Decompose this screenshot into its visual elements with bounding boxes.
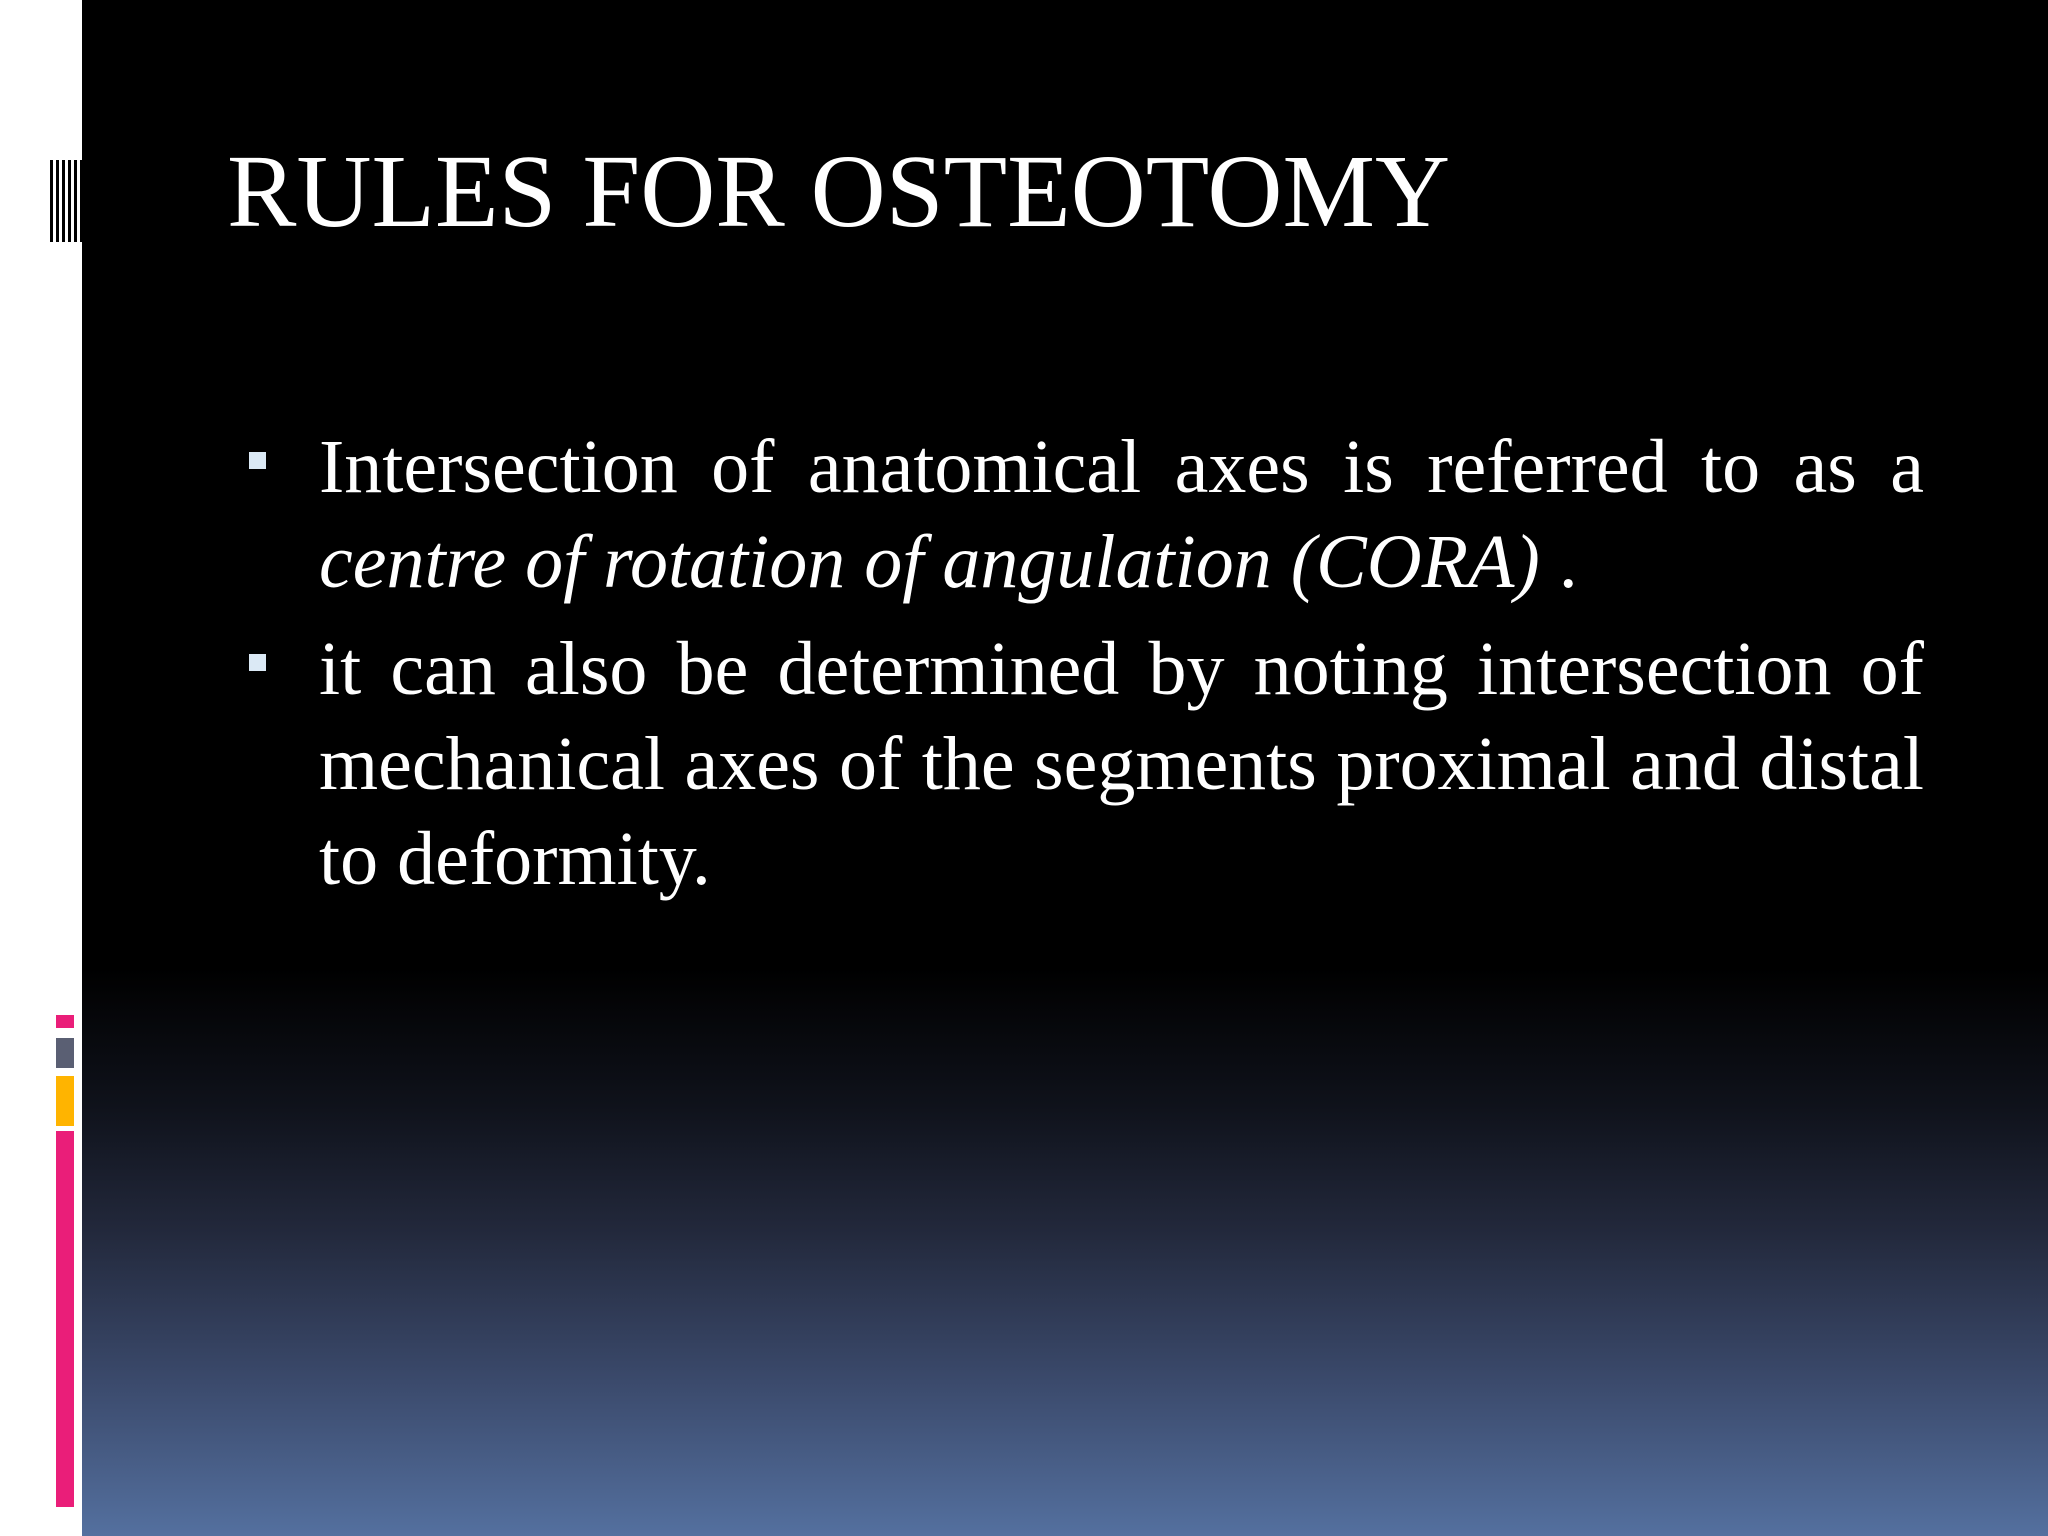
barcode-stripes-decoration — [50, 160, 82, 242]
bullet-list — [244, 420, 1924, 907]
color-bar — [56, 1131, 74, 1507]
bullet-plain-text: Intersection of anatomical axes is referred to as a — [319, 425, 1924, 509]
bullet-italic-term: centre of rotation of angulation (CORA) — [319, 520, 1540, 604]
color-bar — [56, 1015, 74, 1028]
left-sidebar — [0, 0, 82, 1536]
bullet-text: it can also be determined by noting intersection of mechanical axes of the segments proximal and distal to deformity. — [319, 627, 1924, 901]
color-bar — [56, 1076, 74, 1126]
bullet-tail-text: . — [1539, 520, 1578, 604]
bullet-item — [244, 622, 1924, 907]
slide-title: RULES FOR OSTEOTOMY — [227, 134, 1451, 249]
square-bullet-icon — [249, 654, 266, 671]
color-bar — [56, 1038, 74, 1068]
bullet-item — [244, 420, 1924, 610]
square-bullet-icon — [249, 452, 266, 469]
bullet-text — [319, 420, 1924, 610]
